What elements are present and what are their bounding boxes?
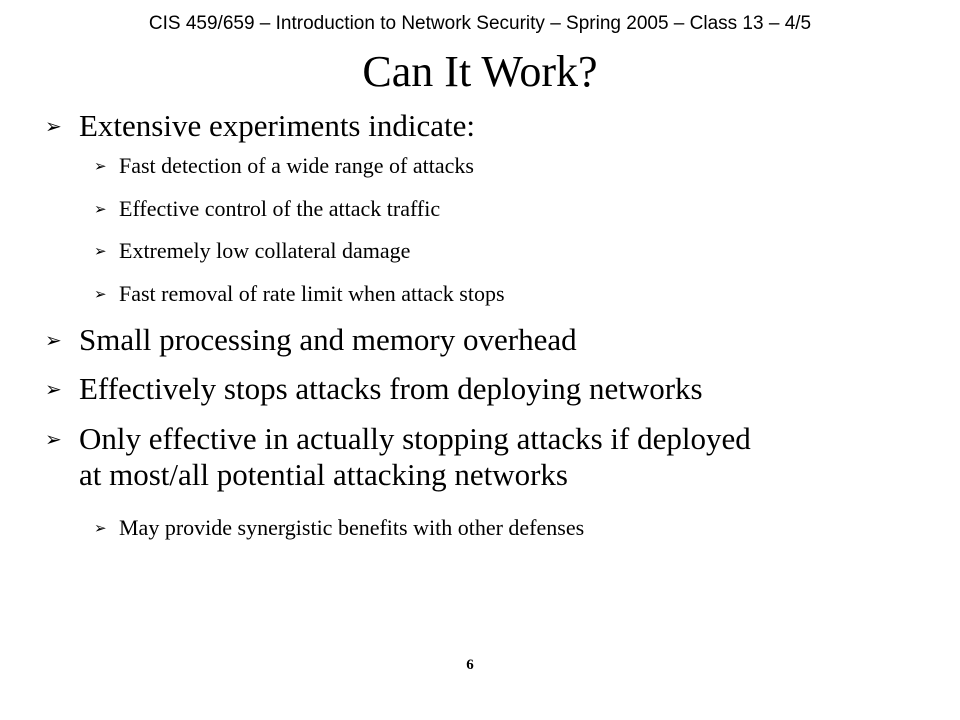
sub-bullet-text: Fast removal of rate limit when attack stops <box>119 281 505 306</box>
sub-bullet-item <box>94 237 411 265</box>
arrowhead-bullet-icon: ➢ <box>94 242 107 260</box>
arrowhead-bullet-icon: ➢ <box>94 200 107 218</box>
sub-bullet-item <box>94 280 505 308</box>
slide-title: Can It Work? <box>362 47 598 96</box>
bullet-text: Effectively stops attacks from deploying networks <box>79 371 703 406</box>
bullet-item <box>45 371 703 407</box>
arrowhead-bullet-icon: ➢ <box>45 328 62 352</box>
bullet-text: Only effective in actually stopping attacks if deployed <box>79 421 751 456</box>
arrowhead-bullet-icon: ➢ <box>94 157 107 175</box>
sub-bullet-item <box>94 514 585 542</box>
arrowhead-bullet-icon: ➢ <box>94 285 107 303</box>
sub-bullet-text: Effective control of the attack traffic <box>119 196 441 221</box>
bullet-item <box>45 322 577 358</box>
arrowhead-bullet-icon: ➢ <box>45 377 62 401</box>
bullet-text-continuation: at most/all potential attacking networks <box>79 457 568 492</box>
arrowhead-bullet-icon: ➢ <box>45 427 62 451</box>
course-header: CIS 459/659 – Introduction to Network Security – Spring 2005 – Class 13 – 4/5 <box>148 13 812 34</box>
sub-bullet-text: May provide synergistic benefits with other defenses <box>119 515 585 540</box>
sub-bullet-item <box>94 152 474 180</box>
sub-bullet-text: Extremely low collateral damage <box>119 238 411 263</box>
sub-bullet-item <box>94 195 441 223</box>
bullet-item <box>45 421 751 493</box>
page-number: 6 <box>466 657 474 673</box>
bullet-item <box>45 108 475 144</box>
bullet-text: Extensive experiments indicate: <box>79 108 475 143</box>
arrowhead-bullet-icon: ➢ <box>45 114 62 138</box>
sub-bullet-text: Fast detection of a wide range of attacks <box>119 153 474 178</box>
arrowhead-bullet-icon: ➢ <box>94 519 107 537</box>
bullet-text: Small processing and memory overhead <box>79 322 577 357</box>
